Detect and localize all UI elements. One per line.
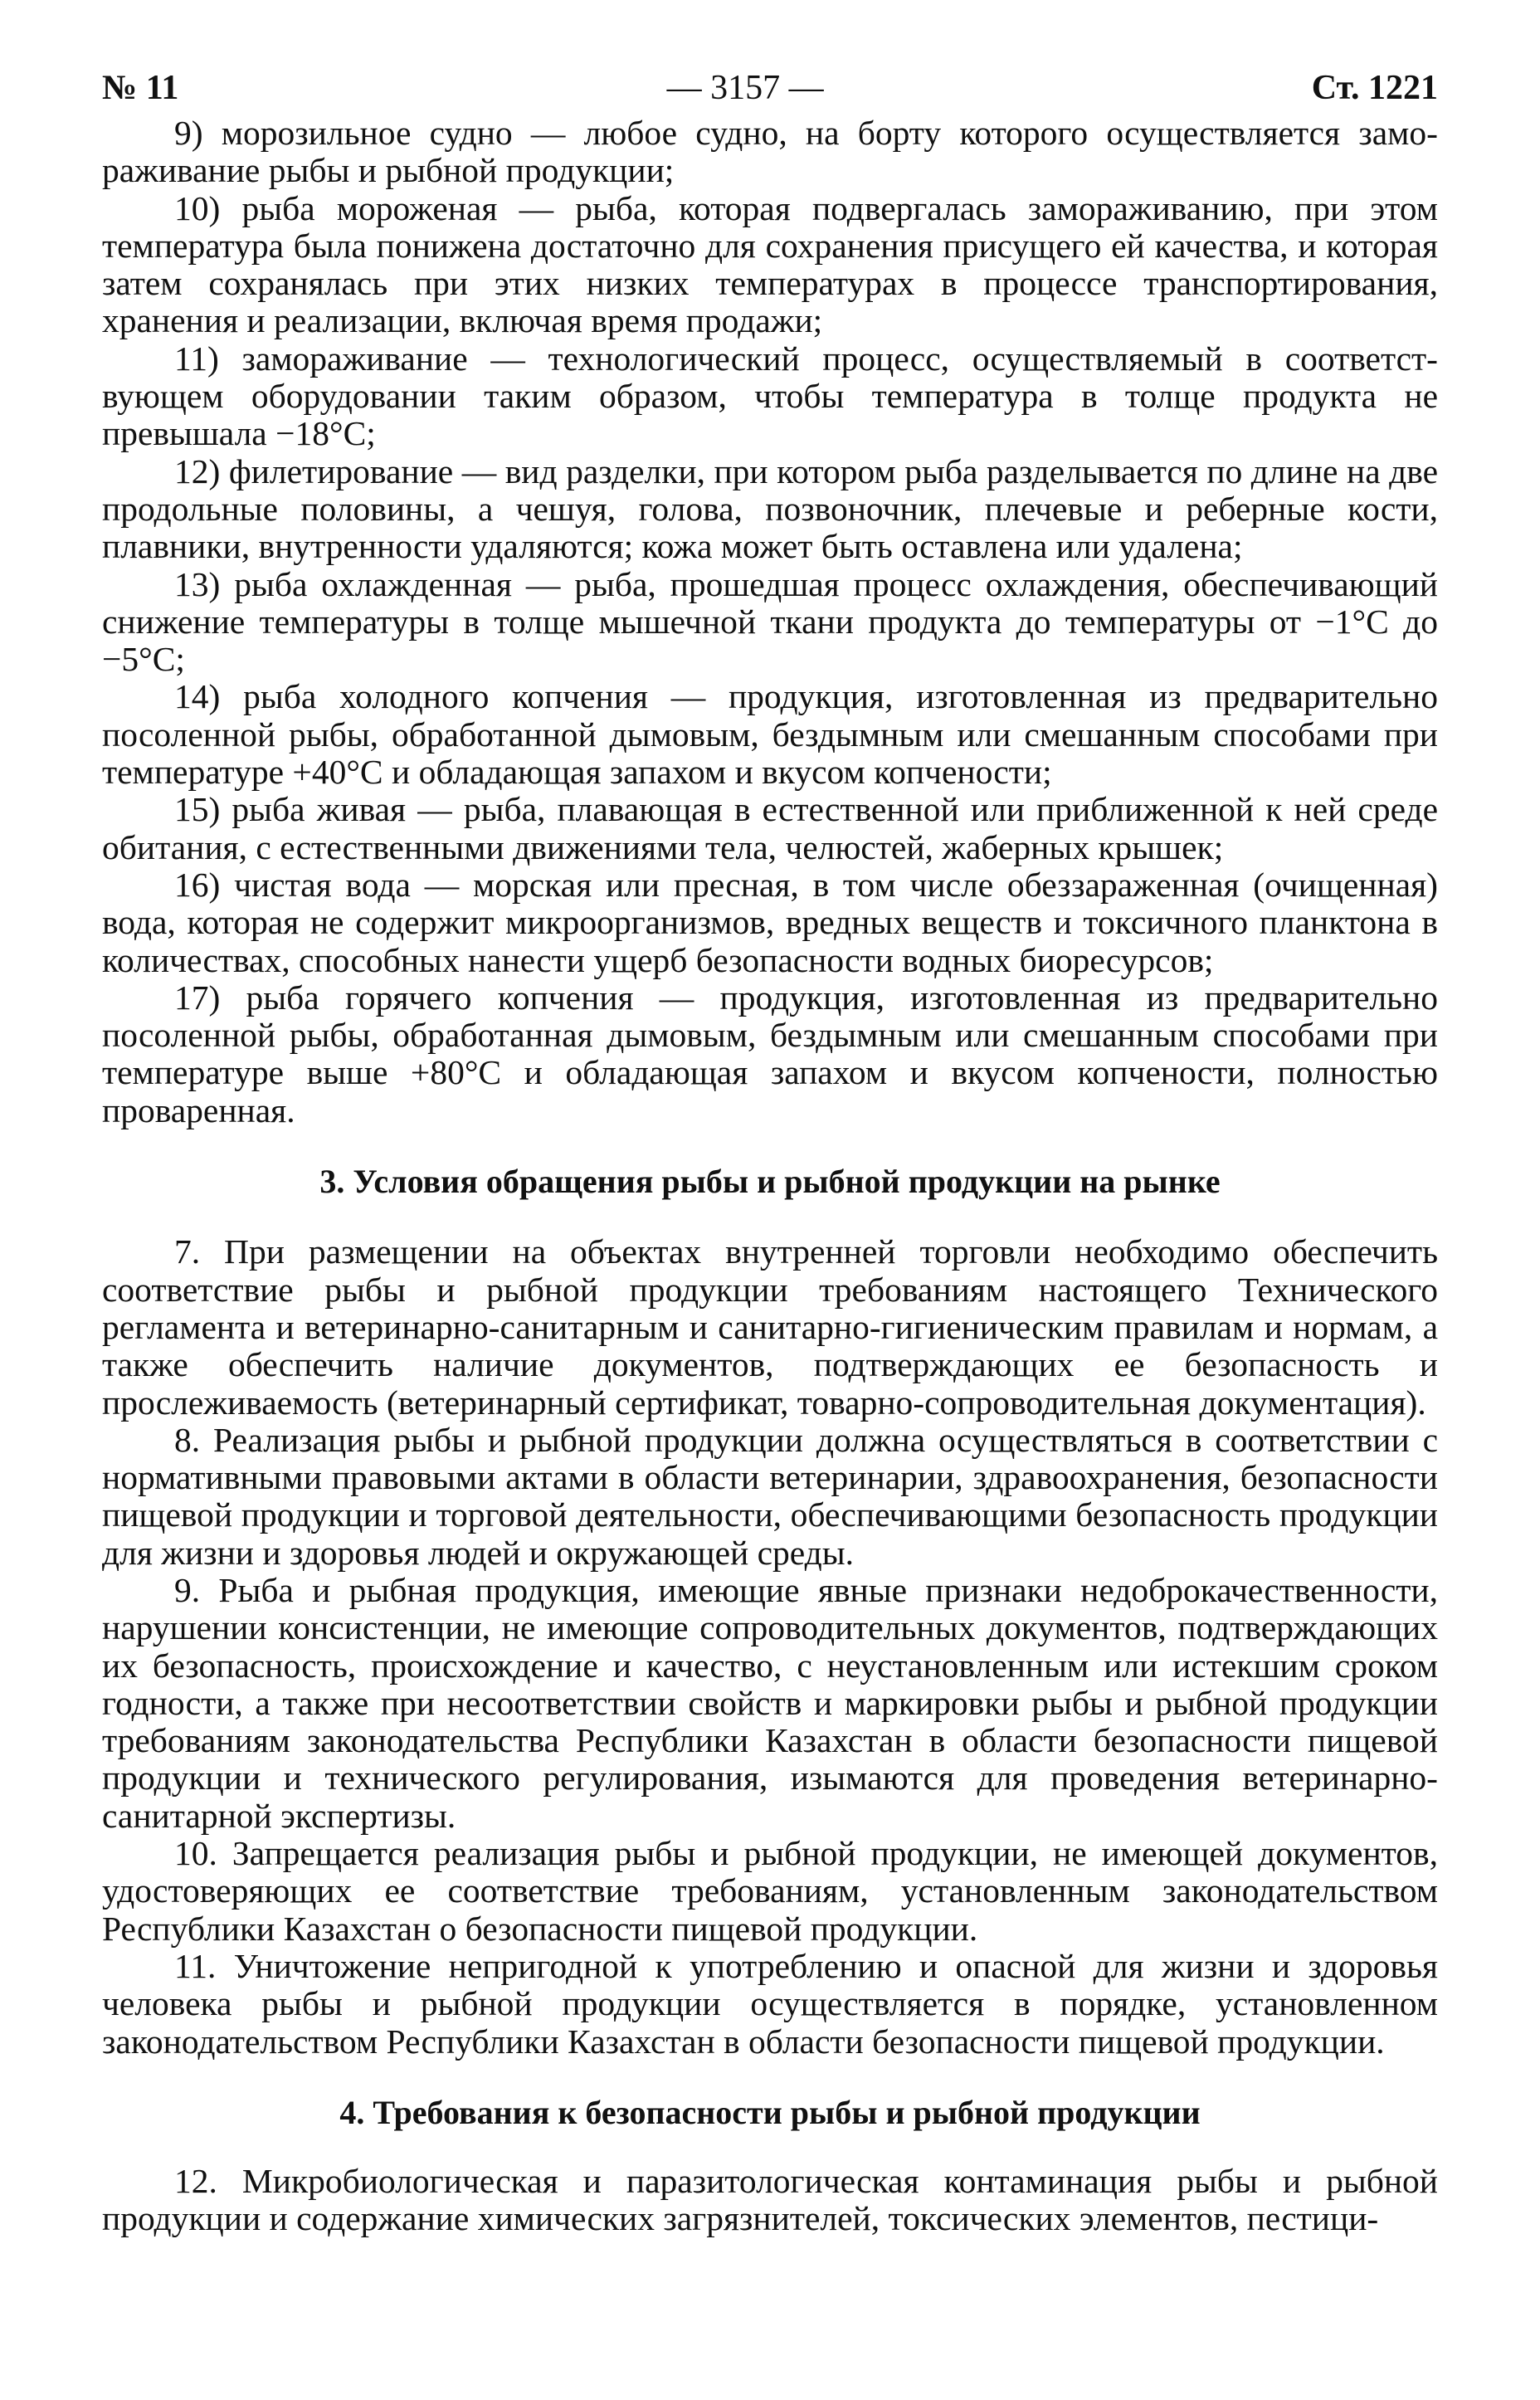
definition-item: 13) рыба охлажденная — рыба, прошедшая процесс охлаждения, обеспечивающий снижение температуры в толще мышечной ткани продукта до температуры от −1°С до −5°С; (102, 564, 1438, 679)
definition-item: 14) рыба холодного копчения — продукция, изготовленная из предварительно посоленной рыбы, обработанной дымовым, бездымным или смешанным способами при температуре +40°С и обладающая запахом и вкусом копчености; (102, 677, 1438, 792)
paragraph: 9. Рыба и рыбная продукция, имеющие явные признаки недоброкачественности, нарушении консистенции, не имеющие сопроводительных документов, подтверждающих их безопасность, происхождение и качество, с неустановленным или истекшим сроком годности, а также при несоответствии свойств и маркировки рыбы и рыбной продукции требованиям законодательства Республики Казахстан в области безопасности пищевой продукции и технического регулирования, изымаются для проведения ветеринарно-санитарной экспертизы. (102, 1570, 1438, 1835)
page-number: — 3157 — (666, 69, 824, 107)
document-body (102, 115, 1438, 2238)
paragraph: 10. Запрещается реализация рыбы и рыбной продукции, не имеющей документов, удостоверяющих ее соответствие требованиям, установленным законодательством Республики Казахстан о безопасности пищевой продукции. (102, 1834, 1438, 1948)
definition-item: 12) филетирование — вид разделки, при котором рыба разделывается по длине на две продольные половины, а чешуя, голова, позвоночник, плечевые и реберные кости, плавники, внутренности удаляются; кожа может быть оставлена или удалена; (102, 451, 1438, 566)
section-4-title: 4. Требования к безопасности рыбы и рыбной продукции (339, 2093, 1201, 2131)
article-number: Ст. 1221 (1311, 69, 1438, 107)
paragraph: 7. При размещении на объектах внутренней торговли необходимо обеспечить соответствие рыбы и рыбной продукции требованиям настоящего Технического регламента и ветеринарно-санитарным и санитарно-гигиеническим правилам и нормам, а также обеспечить наличие документов, подтверждающих ее безопасность и прослеживаемость (ветеринарный сертификат, товарно-сопроводительная документация). (102, 1232, 1438, 1422)
page-header (102, 66, 1438, 115)
definition-item: 17) рыба горячего копчения — продукция, изготовленная из предварительно посоленной рыбы, обработанная дымовым, бездымным или смешанным способами при температуре выше +80°С и обладающая запахом и вкусом копчености, полностью проваренная. (102, 978, 1438, 1129)
definition-item: 11) замораживание — технологический процесс, осуществляемый в соответствующем оборудовании таким образом, чтобы температура в толще продукта не превышала −18°С; (102, 339, 1438, 453)
paragraph: 12. Микробиологическая и паразитологическая контаминация рыбы и рыбной продукции и содержание химических загрязнителей, токсических элементов, пестици- (102, 2162, 1438, 2238)
paragraph: 11. Уничтожение непригодной к употреблению и опасной для жизни и здоровья человека рыбы и рыбной продукции осуществляется в порядке, установленном законодательством Республики Казахстан в области безопасности пищевой продукции. (102, 1946, 1438, 2061)
definition-item: 16) чистая вода — морская или пресная, в том числе обеззараженная (очищенная) вода, которая не содержит микроорганизмов, вредных веществ и токсичного планктона в количествах, способных нанести ущерб безопасности водных биоресурсов; (102, 865, 1438, 979)
paragraph: 8. Реализация рыбы и рыбной продукции должна осуществляться в соответствии с нормативными правовыми актами в области ветеринарии, здравоохранения, безопасности пищевой продукции и торговой деятельности, обеспечивающими безопасность продукции для жизни и здоровья людей и окружающей среды. (102, 1420, 1438, 1572)
definition-item: 10) рыба мороженая — рыба, которая подвергалась замораживанию, при этом температура была понижена достаточно для сохранения присущего ей качества, и которая затем сохранялась при этих низких температурах в процессе транспортирования, хранения и реализации, включая время продажи; (102, 188, 1438, 340)
section-4-body (102, 2163, 1438, 2238)
definition-item: 15) рыба живая — рыба, плавающая в естественной или приближенной к ней среде обитания, с естественными движениями тела, челюстей, жаберных крышек; (102, 790, 1438, 866)
definitions-list (102, 115, 1438, 1129)
section-3-title: 3. Условия обращения рыбы и рыбной продукции на рынке (319, 1163, 1221, 1201)
issue-number: № 11 (102, 69, 179, 107)
definition-item: 9) морозильное судно — любое судно, на борту которого осуществляется замораживание рыбы и рыбной продукции; (102, 114, 1438, 190)
section-3-body (102, 1233, 1438, 2061)
document-page (102, 66, 1438, 2238)
